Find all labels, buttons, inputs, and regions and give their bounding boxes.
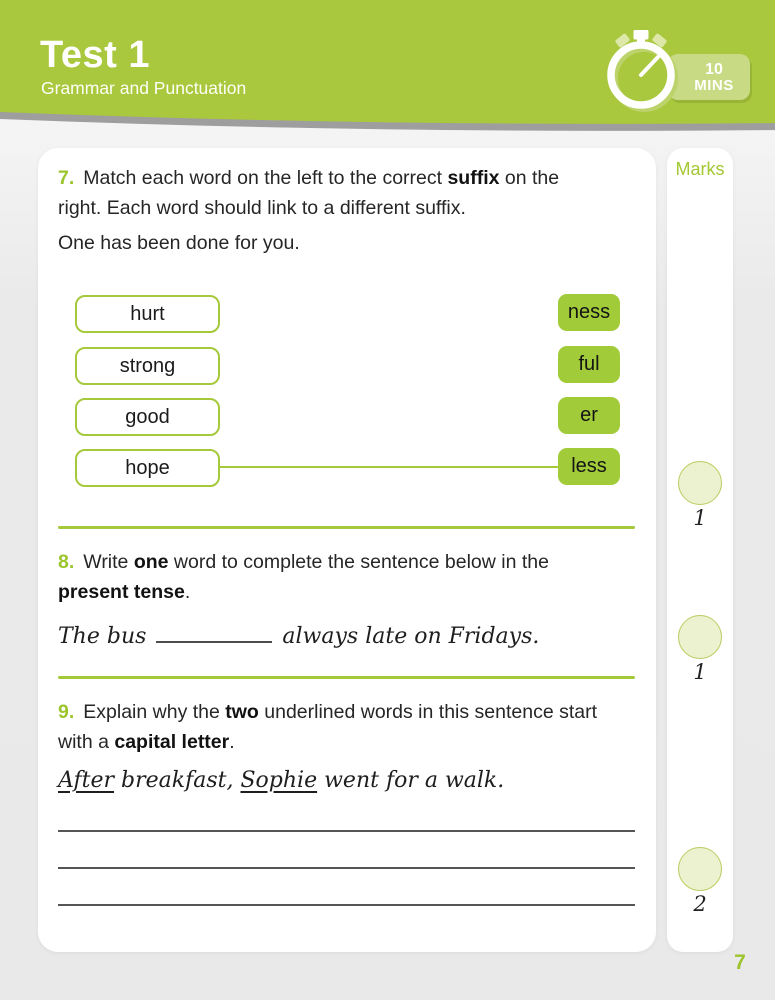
marks-label: Marks	[675, 159, 725, 179]
mark-value-q8: 1	[693, 660, 707, 684]
match-word-good[interactable]: good	[75, 398, 220, 436]
page-subtitle: Grammar and Punctuation	[41, 78, 247, 98]
match-suffix-ful[interactable]: ful	[558, 346, 620, 383]
question-8-part2: word to complete the sentence below in the	[168, 551, 549, 573]
match-suffix-er[interactable]: er	[558, 397, 620, 434]
question-divider	[58, 676, 635, 679]
question-8-sentence	[58, 618, 638, 649]
answer-line-1[interactable]	[58, 830, 635, 832]
mark-circle-q9	[678, 847, 722, 891]
sentence-after-blank: always late on Fridays.	[282, 624, 540, 650]
answer-blank[interactable]	[156, 618, 272, 643]
example-match-line	[220, 466, 558, 468]
question-8-part1: Write	[83, 551, 134, 573]
match-suffix-ness[interactable]: ness	[558, 294, 620, 331]
timer-unit: MINS	[694, 76, 734, 94]
underlined-word-sophie: Sophie	[240, 768, 318, 793]
question-8-number: 8.	[58, 551, 75, 573]
question-7-part1: Match each word on the left to the correct	[83, 167, 448, 189]
match-word-strong[interactable]: strong	[75, 347, 220, 385]
match-word-hope[interactable]: hope	[75, 449, 220, 487]
page-number: 7	[734, 951, 746, 974]
question-divider	[58, 526, 635, 529]
question-9-number: 9.	[58, 701, 75, 723]
page-title: Test 1	[40, 34, 151, 76]
question-7-helper: One has been done for you.	[58, 232, 300, 254]
match-suffix-less[interactable]: less	[558, 448, 620, 485]
underlined-word-after: After	[58, 768, 115, 793]
question-9-sentence	[58, 768, 638, 793]
question-9-bold1: two	[225, 701, 259, 723]
timer-minutes: 10	[705, 60, 723, 78]
question-9-part3: .	[229, 730, 235, 753]
question-7-part2: on the right. Each word should link to a different suffix.	[58, 167, 560, 219]
question-8-bold2: present tense	[58, 580, 185, 603]
match-word-hurt[interactable]: hurt	[75, 295, 220, 333]
mark-value-q9: 2	[693, 892, 707, 916]
answer-line-3[interactable]	[58, 904, 635, 906]
question-7-text	[58, 164, 598, 223]
answer-line-2[interactable]	[58, 867, 635, 869]
mark-value-q7: 1	[693, 506, 707, 530]
question-9-part2: underlined words in this sentence start with a	[58, 701, 598, 753]
question-8-bold1: one	[133, 551, 169, 573]
question-9-part1: Explain why the	[83, 701, 226, 723]
question-8-text	[58, 548, 598, 607]
marks-panel	[667, 148, 733, 952]
sentence-part-2: went for a walk.	[317, 768, 505, 793]
mark-circle-q7	[678, 461, 722, 505]
question-7-number: 7.	[58, 167, 75, 189]
mark-circle-q8	[678, 615, 722, 659]
question-9-text	[58, 698, 598, 757]
sentence-part-1: breakfast,	[114, 768, 241, 793]
question-8-part3: .	[184, 580, 191, 603]
stopwatch-icon	[588, 14, 703, 119]
question-card	[38, 148, 656, 952]
question-9-bold2: capital letter	[114, 730, 230, 753]
question-7-bold1: suffix	[447, 167, 500, 189]
sentence-before-blank: The bus	[58, 624, 147, 650]
